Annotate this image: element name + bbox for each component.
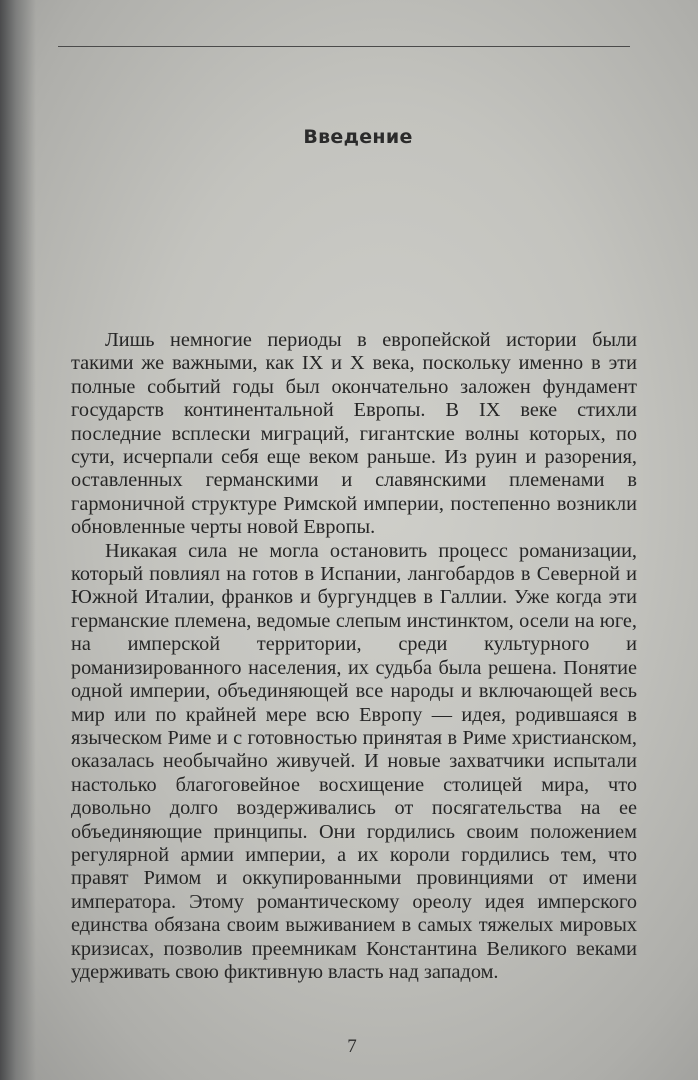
header-rule (58, 46, 630, 47)
chapter-title: Введение (303, 126, 413, 148)
paragraph-2: Никакая сила не могла остановить процесс романизации, который повлиял на готов в Испании, лангобардов в Северной и Южной Италии, франков и бургундцев в Галлии. Уже когда эти германские племена, ведомые слепым инстинктом, осели на юге, на имперской территории, среди культурного и романизированного населения, их судьба была решена. Понятие одной империи, объединяющей все народы и включающей весь мир или по крайней мере всю Европу — идея, родившаяся в языческом Риме и с готовностью принятая в Риме христианском, оказалась необычайно живучей. И новые захватчики испытали настолько благоговейное восхищение столицей мира, что довольно долго воздерживались от посягательства на ее объединяющие принципы. Они гордились своим положением регулярной армии империи, а их короли гордились тем, что правят Римом и оккупированными провинциями от имени императора. Этому романтическому ореолу идея имперского единства обязана своим выживанием в самых тяжелых мировых кризисах, позволив преемникам Константина Великого веками удерживать свою фиктивную власть над западом. (71, 539, 637, 983)
page-number: 7 (347, 1036, 357, 1057)
body-text (71, 329, 637, 984)
paragraph-1: Лишь немногие периоды в европейской истории были такими же важными, как IX и X века, поскольку именно в эти полные событий годы был окончательно заложен фундамент государств континентальной Европы. В IX веке стихли последние всплески миграций, гигантские волны которых, по сути, исчерпали себя еще веком раньше. Из руин и разорения, оставленных германскими и славянскими племенами в гармоничной структуре Римской империи, постепенно возникли обновленные черты новой Европы. (71, 329, 637, 539)
